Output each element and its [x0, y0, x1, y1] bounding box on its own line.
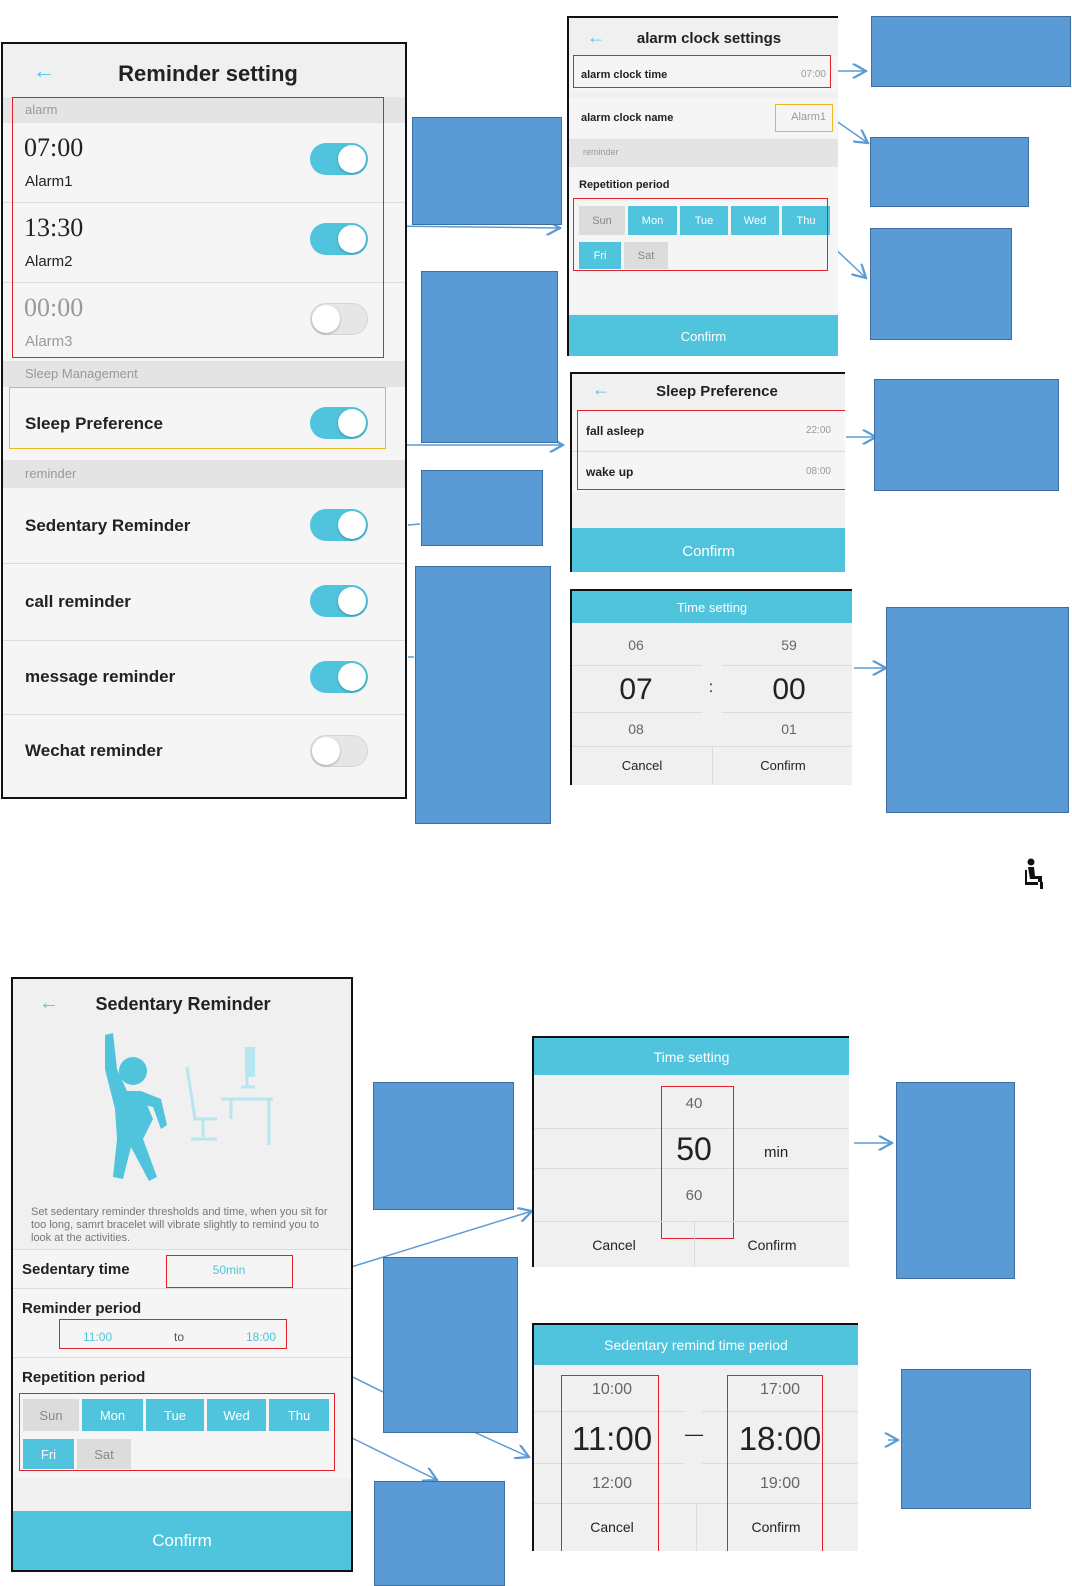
- page-title: alarm clock settings: [636, 29, 782, 47]
- day-toggle-mon[interactable]: Mon: [82, 1399, 143, 1431]
- alarm-clock-settings-screen: [567, 16, 838, 356]
- reminder-row[interactable]: [3, 715, 405, 797]
- cancel-button[interactable]: Cancel: [592, 1237, 636, 1253]
- picker-title: Time setting: [534, 1038, 849, 1075]
- day-toggle-fri[interactable]: Fri: [23, 1439, 74, 1469]
- alarm-name: Alarm1: [25, 173, 73, 190]
- sleep-preference-screen: [570, 372, 845, 572]
- back-arrow-icon[interactable]: ←: [33, 58, 55, 83]
- day-toggle-thu[interactable]: Thu: [782, 206, 830, 235]
- reminder-setting-screen: [1, 42, 407, 799]
- sitting-person-icon: [1022, 858, 1048, 890]
- day-toggle-sun[interactable]: Sun: [23, 1399, 79, 1431]
- reminder-label: Sedentary Reminder: [25, 516, 191, 535]
- sedentary-time-row[interactable]: Sedentary time 50min: [13, 1250, 351, 1288]
- section-header-reminder: reminder: [569, 139, 838, 167]
- page-title: Sleep Preference: [656, 382, 778, 400]
- cancel-button[interactable]: Cancel: [621, 757, 663, 773]
- annotation-box: [421, 271, 558, 443]
- reminder-label: Wechat reminder: [25, 741, 163, 760]
- alarm-clock-name-row[interactable]: alarm clock name Alarm1: [569, 98, 838, 138]
- annotation-box: [421, 470, 543, 546]
- alarm-time: 13:30: [24, 213, 84, 242]
- picker-title: Sedentary remind time period: [534, 1325, 858, 1365]
- confirm-button[interactable]: Confirm: [760, 757, 806, 773]
- period-end-value[interactable]: 18:00: [246, 1330, 277, 1344]
- reminder-toggle[interactable]: [310, 661, 368, 693]
- alarm-clock-time-row[interactable]: alarm clock time 07:00: [569, 56, 838, 92]
- day-toggle-sat[interactable]: Sat: [624, 242, 668, 269]
- day-toggle-fri[interactable]: Fri: [579, 242, 621, 269]
- reminder-toggle[interactable]: [310, 509, 368, 541]
- reminder-period-row: Reminder period 11:00 to 18:00: [13, 1289, 351, 1357]
- day-toggle-wed[interactable]: Wed: [731, 206, 779, 235]
- annotation-box: [901, 1369, 1031, 1509]
- annotation-box: [415, 566, 551, 824]
- annotation-box: [874, 379, 1059, 491]
- minute-option[interactable]: 59: [781, 637, 797, 653]
- annotation-box: [870, 137, 1029, 207]
- annotation-box: [870, 228, 1012, 340]
- end-time-option[interactable]: 17:00: [759, 1381, 801, 1398]
- reminder-row[interactable]: [3, 488, 405, 563]
- repetition-section: Repetition period Sun Mon Tue Wed Thu Fri Sat: [13, 1358, 351, 1478]
- start-time-option[interactable]: 10:00: [591, 1381, 633, 1398]
- sedentary-time-value[interactable]: 50min: [212, 1263, 246, 1277]
- confirm-button[interactable]: Confirm: [569, 315, 838, 356]
- confirm-button[interactable]: Confirm: [572, 528, 845, 572]
- annotation-box: [374, 1481, 505, 1586]
- alarm-time: 00:00: [24, 293, 84, 322]
- back-arrow-icon[interactable]: ←: [587, 27, 605, 47]
- section-header-alarm: alarm: [3, 97, 405, 123]
- desk-chair-icon: [181, 1039, 281, 1149]
- annotation-box: [886, 607, 1069, 813]
- reminder-label: message reminder: [25, 667, 176, 686]
- wake-up-row[interactable]: wake up 08:00: [572, 452, 845, 492]
- end-time-selected[interactable]: 18:00: [738, 1420, 822, 1457]
- day-toggle-mon[interactable]: Mon: [628, 206, 677, 235]
- alarm-name: Alarm2: [25, 253, 73, 270]
- back-arrow-icon[interactable]: ←: [39, 992, 59, 1014]
- reminder-row[interactable]: [3, 641, 405, 714]
- wake-up-value: 08:00: [805, 466, 831, 477]
- fall-asleep-value: 22:00: [805, 425, 831, 436]
- time-separator: :: [708, 679, 714, 696]
- reminder-row[interactable]: [3, 564, 405, 640]
- cancel-button[interactable]: Cancel: [590, 1519, 634, 1535]
- start-time-selected[interactable]: 11:00: [571, 1420, 653, 1457]
- hour-option[interactable]: 08: [628, 721, 644, 737]
- section-header-sleep: Sleep Management: [3, 361, 405, 387]
- minutes-option[interactable]: 40: [685, 1094, 703, 1112]
- reminder-label: call reminder: [25, 592, 131, 611]
- reminder-toggle[interactable]: [310, 735, 368, 767]
- reminder-toggle[interactable]: [310, 585, 368, 617]
- description-text: Set sedentary reminder thresholds and time, when you sit for too long, samrt bracelet will vibrate slightly to remind you to look at the activities.: [31, 1206, 328, 1244]
- page-title: Reminder setting: [118, 61, 298, 86]
- minutes-option[interactable]: 60: [685, 1186, 703, 1204]
- sedentary-reminder-screen: [11, 977, 353, 1572]
- day-toggle-wed[interactable]: Wed: [207, 1399, 266, 1431]
- annotation-box: [871, 16, 1071, 87]
- section-header-reminder: reminder: [3, 460, 405, 488]
- back-arrow-icon[interactable]: ←: [592, 379, 610, 399]
- picker-title: Time setting: [572, 591, 852, 623]
- alarm-name: Alarm3: [25, 333, 73, 350]
- start-time-option[interactable]: 12:00: [591, 1475, 633, 1492]
- day-toggle-tue[interactable]: Tue: [680, 206, 728, 235]
- end-time-option[interactable]: 19:00: [759, 1475, 801, 1492]
- sedentary-time-picker: [532, 1036, 849, 1267]
- period-start-value[interactable]: 11:00: [83, 1330, 113, 1344]
- alarm-clock-name-value[interactable]: Alarm1: [791, 111, 826, 123]
- hour-option[interactable]: 06: [628, 637, 644, 653]
- alarm-highlight: [12, 97, 384, 358]
- unit-label: min: [764, 1144, 789, 1161]
- page-title: Sedentary Reminder: [95, 993, 271, 1014]
- minutes-selected[interactable]: 50: [676, 1130, 712, 1167]
- annotation-box: [412, 117, 562, 225]
- alarm-time: 07:00: [24, 133, 84, 162]
- period-separator: —: [685, 1423, 703, 1444]
- repetition-section: Repetition period Sun Mon Tue Wed Thu Fri Sat: [569, 167, 838, 313]
- alarm-clock-time-value: 07:00: [800, 69, 826, 80]
- sleep-highlight: [9, 387, 386, 449]
- period-to-label: to: [174, 1330, 185, 1344]
- confirm-button[interactable]: Confirm: [747, 1237, 797, 1253]
- annotation-box: [373, 1082, 514, 1210]
- day-toggle-sun[interactable]: Sun: [579, 206, 625, 235]
- sleep-preference-label: Sleep Preference: [25, 414, 163, 433]
- remind-period-picker: [532, 1323, 858, 1551]
- minute-option[interactable]: 01: [781, 721, 797, 737]
- time-setting-picker: [570, 589, 852, 785]
- confirm-button[interactable]: Confirm: [13, 1511, 351, 1570]
- hour-selected[interactable]: 07: [619, 673, 653, 706]
- fall-asleep-row[interactable]: fall asleep 22:00: [572, 410, 845, 450]
- confirm-button[interactable]: Confirm: [751, 1519, 801, 1535]
- annotation-box: [383, 1257, 518, 1433]
- day-toggle-sat[interactable]: Sat: [77, 1439, 131, 1469]
- day-toggle-thu[interactable]: Thu: [269, 1399, 329, 1431]
- minute-selected[interactable]: 00: [772, 673, 806, 706]
- day-toggle-tue[interactable]: Tue: [146, 1399, 204, 1431]
- annotation-box: [896, 1082, 1015, 1279]
